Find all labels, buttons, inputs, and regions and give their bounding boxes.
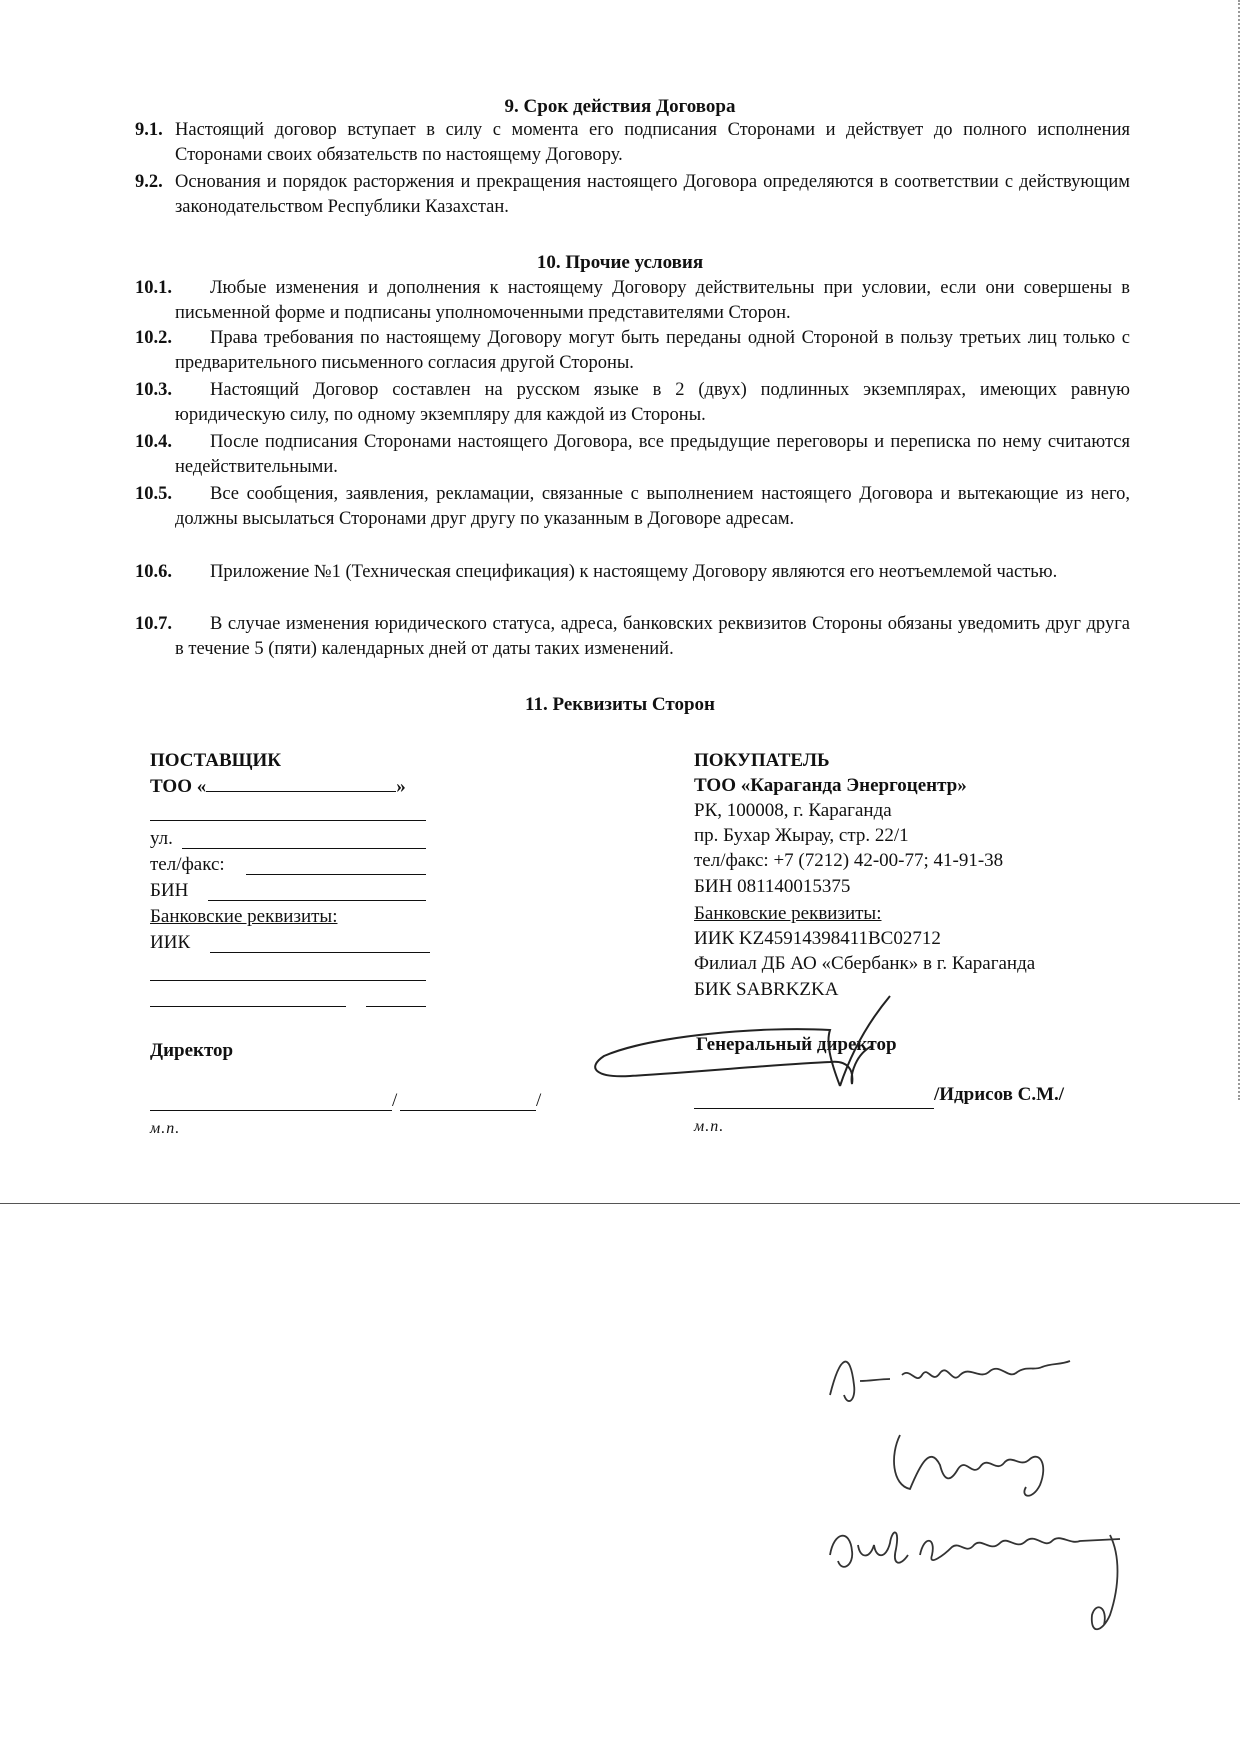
clause-text: В случае изменения юридического статуса, адреса, банковских реквизитов Стороны обязаны уведомить друг друга в течение 5 (пяти) календарных дней от даты таких изменений. [175,614,1130,659]
supplier-iik-label: ИИК [150,932,191,953]
buyer-signature-line [694,1108,934,1109]
clause-number: 10.7. [135,614,172,634]
scan-edge-artifact [1232,0,1240,1100]
supplier-phone-line [246,874,426,875]
clause-10-5 [135,482,1130,532]
supplier-sign-sep: / [392,1090,398,1111]
clause-9-2 [135,170,1130,220]
supplier-line [150,820,426,821]
supplier-phone-label: тел/факс: [150,854,225,875]
clause-10-3 [135,378,1130,428]
buyer-address-street: пр. Бухар Жырау, стр. 22/1 [694,825,909,846]
clause-number: 9.1. [135,120,163,140]
clause-10-1 [135,276,1130,326]
clause-10-4 [135,430,1130,480]
clause-text: Настоящий договор вступает в силу с момента его подписания Сторонами и действует до полного исполнения Сторонами своих обязательств по настоящему Договору. [175,120,1130,165]
supplier-bin-label: БИН [150,880,189,901]
supplier-signature-line [150,1110,392,1111]
buyer-iik: ИИК KZ45914398411BC02712 [694,928,941,949]
buyer-bin: БИН 081140015375 [694,876,851,897]
supplier-stamp-place: м.п. [150,1120,181,1137]
director-signature [590,990,920,1100]
clause-9-1 [135,118,1130,168]
clause-number: 10.4. [135,432,172,452]
clause-number: 10.2. [135,328,172,348]
supplier-company-blank [206,775,396,792]
section-11-heading: 11. Реквизиты Сторон [525,694,715,715]
clause-10-7 [135,612,1130,662]
supplier-line [150,1006,346,1007]
clause-text: Любые изменения и дополнения к настоящему Договору действительны при условии, если они совершены в письменной форме и подписаны уполномоченными представителями Сторон. [175,278,1130,323]
clause-text: Основания и порядок расторжения и прекращения настоящего Договора определяются в соответствии с действующим законодательством Республики Казахстан. [175,172,1130,217]
supplier-bank-label: Банковские реквизиты: [150,906,338,927]
supplier-bin-line [208,900,426,901]
clause-number: 9.2. [135,172,163,192]
handwritten-signature-3 [820,1515,1140,1645]
supplier-line [366,1006,426,1007]
clause-10-2 [135,326,1130,376]
buyer-company: ТОО «Караганда Энергоцентр» [694,775,967,796]
handwritten-signature-2 [880,1425,1060,1505]
buyer-address-city: РК, 100008, г. Караганда [694,800,892,821]
clause-text: Настоящий Договор составлен на русском языке в 2 (двух) подлинных экземплярах, имеющих равную юридическую силу, по одному экземпляру для каждой из Стороны. [175,380,1130,425]
section-9-heading: 9. Срок действия Договора [504,96,736,117]
clause-number: 10.6. [135,562,172,582]
buyer-stamp-place: м.п. [694,1118,725,1135]
supplier-company-prefix: ТОО « [150,776,207,797]
supplier-title: ПОСТАВЩИК [150,750,282,771]
handwritten-signature-1 [820,1345,1080,1415]
supplier-director-label: Директор [150,1040,234,1061]
clause-number: 10.5. [135,484,172,504]
buyer-bank-label: Банковские реквизиты: [694,903,882,924]
buyer-phone: тел/факс: +7 (7212) 42-00-77; 41-91-38 [694,850,1004,871]
clause-text: Права требования по настоящему Договору могут быть переданы одной Стороной в пользу третьих лиц только с предварительного письменного согласия другой Стороны. [175,328,1130,373]
supplier-company-suffix: » [396,776,406,797]
clause-text: Приложение №1 (Техническая спецификация) к настоящему Договору являются его неотъемлемой частью. [210,562,1058,582]
buyer-bank-branch: Филиал ДБ АО «Сбербанк» в г. Караганда [694,953,1036,974]
page-separator [0,1203,1240,1204]
supplier-company [150,774,406,799]
clause-number: 10.3. [135,380,172,400]
supplier-name-line [400,1110,536,1111]
clause-number: 10.1. [135,278,172,298]
buyer-bik: БИК SABRKZKA [694,979,839,1000]
supplier-line [150,980,426,981]
buyer-director-label: Генеральный директор [696,1034,897,1055]
supplier-street-label: ул. [150,828,173,849]
supplier-iik-line [210,952,430,953]
buyer-signer-name: /Идрисов С.М./ [934,1084,1065,1105]
supplier-street-line [182,848,426,849]
clause-10-6 [135,560,1130,585]
clause-text: Все сообщения, заявления, рекламации, связанные с выполнением настоящего Договора и вытекающие из него, должны высылаться Сторонами друг другу по указанным в Договоре адресам. [175,484,1130,529]
clause-text: После подписания Сторонами настоящего Договора, все предыдущие переговоры и переписка по нему считаются недействительными. [175,432,1130,477]
supplier-sign-sep: / [536,1090,542,1111]
section-10-heading: 10. Прочие условия [536,252,704,273]
buyer-title: ПОКУПАТЕЛЬ [694,750,830,771]
